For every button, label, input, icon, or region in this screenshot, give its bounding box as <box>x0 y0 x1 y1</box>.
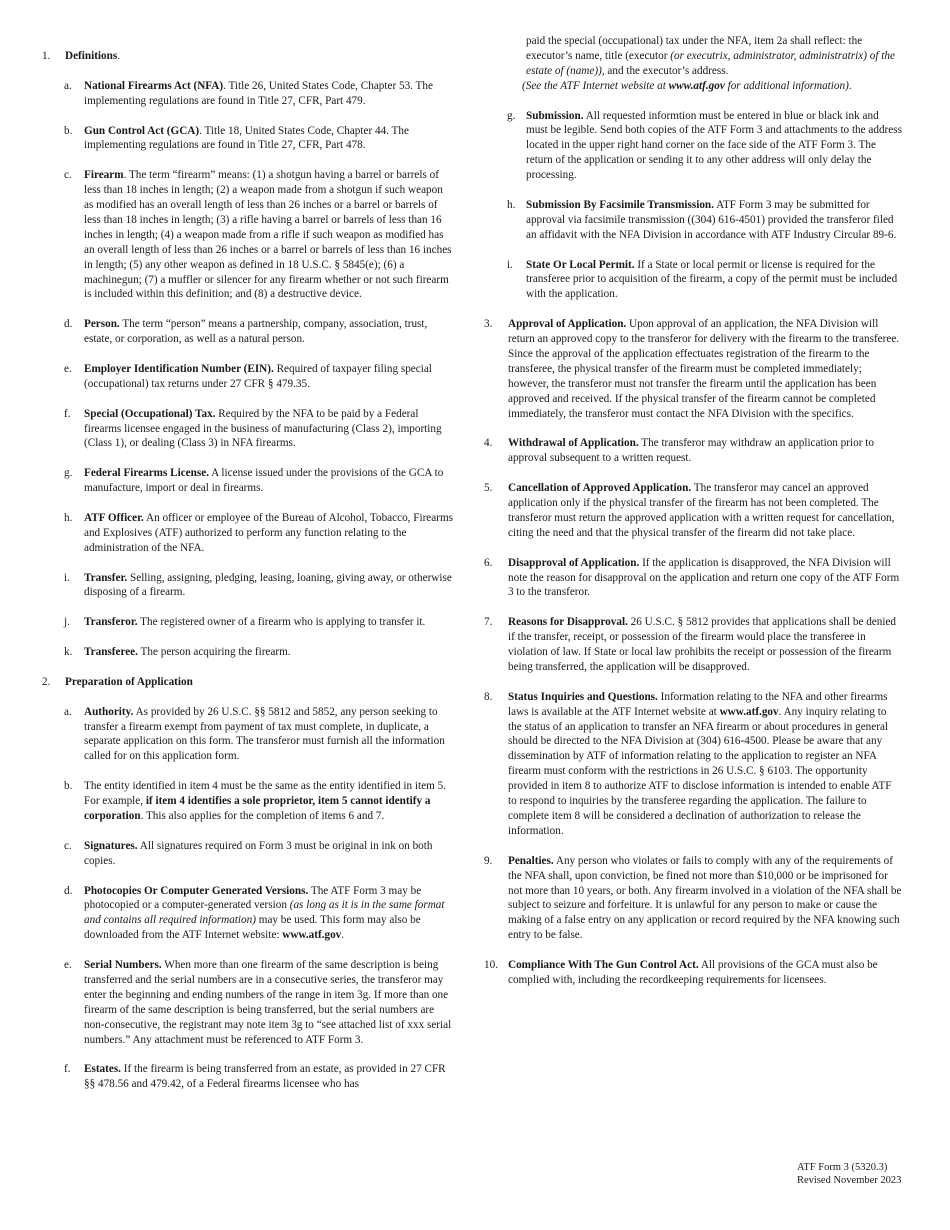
item-italic: (as long as it is in the same format and contains all required information) <box>84 899 445 927</box>
item-letter: a. <box>64 705 72 718</box>
section-title: Withdrawal of Application. <box>508 437 639 450</box>
item-letter: b. <box>64 780 73 793</box>
definition-text: The registered owner of a firearm who is applying to transfer it. <box>137 616 426 629</box>
section-number: 10. <box>484 959 498 972</box>
definition-text: . Title 26, United States Code, Chapter 53. The implementing regulations are found in Title 27, CFR, Part 479. <box>84 79 433 107</box>
section-text: Information relating to the NFA and other firearms laws is available at the ATF Internet website at <box>508 690 888 718</box>
punct: . <box>117 50 121 62</box>
term: National Firearms Act (NFA) <box>84 79 224 92</box>
section-gca-compliance <box>484 958 902 988</box>
definition-nfa <box>42 79 454 109</box>
section-approval <box>484 317 902 421</box>
term: Gun Control Act (GCA) <box>84 124 200 137</box>
definition-ffl <box>42 466 454 496</box>
prep-photocopies <box>42 884 454 944</box>
definition-text: An officer or employee of the Bureau of Alcohol, Tobacco, Firearms and Explosives (ATF) authorized to perform any function relating to the administration of the NFA. <box>84 511 454 554</box>
term: Firearm <box>84 169 124 182</box>
section-text: The transferor may cancel an approved application only if the physical transfer of the firearm has not been completed. The transferor must return the approved application with a written request for cancellation, citing the need and that the physical transfer of the firearm did not take place. <box>508 482 895 539</box>
term: Federal Firearms License. <box>84 467 209 480</box>
section-title: Status Inquiries and Questions. <box>508 690 658 703</box>
term: Transfer. <box>84 571 128 584</box>
item-text: , and the executor’s address. <box>601 64 729 77</box>
section-title: Preparation of Application <box>65 675 193 688</box>
section-number: 2. <box>42 675 51 688</box>
term: Special (Occupational) Tax. <box>84 407 216 420</box>
item-letter: f. <box>64 407 71 420</box>
term: Person. <box>84 318 120 331</box>
prep-submission <box>484 109 902 184</box>
right-column <box>484 34 902 988</box>
item-text: paid the special (occupational) tax under the NFA, item 2a shall reflect: the executor’s name, title (executor <box>526 35 863 62</box>
item-letter: g. <box>507 109 516 122</box>
item-italic: for additional information) <box>724 79 849 92</box>
item-text: When more than one firearm of the same description is being transferred and the serial numbers are in a consecutive series, the transferor may enter the beginning and ending numbers of the range in item 3g. If more than one firearm of the same description is being transferred, but the serial numbers are non-consecutive, the registrant may note item 3g to “see attached list of xxx serial numbers.” Any attachment must be referenced to ATF Form 3. <box>84 959 452 1046</box>
section-text: Any person who violates or fails to comply with any of the requirements of the NFA shall, upon conviction, be fined not more than $10,000 or be imprisoned for not more than 10 years, or both. Any firearm involved in a violation of the NFA shall be subject to seizure and forfeiture. It is unlawful for any person to make or cause the making of a false entry on any application or record required by the NFA knowing such entry to be false. <box>508 854 902 942</box>
section-text: All provisions of the GCA must also be complied with, including the recordkeeping requirements for licensees. <box>508 959 878 986</box>
prep-estates <box>42 1062 454 1092</box>
item-letter: g. <box>64 467 73 480</box>
section-number: 7. <box>484 616 493 629</box>
item-letter: c. <box>64 169 72 182</box>
prep-entity <box>42 779 454 824</box>
item-emphasis: if item 4 identifies a sole proprietor, item 5 cannot identify a corporation <box>84 795 431 822</box>
term: ATF Officer. <box>84 511 144 524</box>
section-definitions <box>42 49 454 64</box>
definition-ein <box>42 362 454 392</box>
punct: . <box>848 79 852 92</box>
definition-text: Required by the NFA to be paid by a Federal firearms licensee engaged in the business of manufacturing (Class 2), importing (Class 1), or dealing (Class 3) in NFA firearms. <box>84 407 442 450</box>
definition-transfer <box>42 571 454 601</box>
item-letter: a. <box>64 79 72 92</box>
section-withdrawal <box>484 436 902 466</box>
item-letter: e. <box>64 362 72 375</box>
item-heading: Submission By Facsimile Transmission. <box>526 198 714 211</box>
section-number: 8. <box>484 690 493 703</box>
item-letter: h. <box>64 511 73 524</box>
term: Transferor. <box>84 616 138 629</box>
section-title: Compliance With The Gun Control Act. <box>508 959 699 972</box>
definition-special-tax <box>42 407 454 452</box>
section-number: 6. <box>484 556 493 569</box>
definition-text: Selling, assigning, pledging, leasing, loaning, giving away, or otherwise disposing of a firearm. <box>84 571 452 599</box>
definition-firearm <box>42 168 454 302</box>
item-letter: d. <box>64 318 73 331</box>
definition-text: . The term “firearm” means: (1) a shotgun having a barrel or barrels of less than 18 inches in length; (2) a weapon made from a shotgun if such weapon as modified has an overall length of less than 26 inches or a barrel or barrels of less than 18 inches in length; (3) a rifle having a barrel or barrels of less than 16 inches in length; (4) a weapon made from a rifle if such weapon as modified has an overall length of less than 26 inches or a barrel or barrels of less than 16 inches in length; (5) any other weapon as defined in 18 U.S.C. § 5845(e); (6) a machinegun; (7) a muffler or silencer for any firearm whether or not such firearm is included within this definition; and (8) a destructive device. <box>84 169 452 301</box>
atf-website-link[interactable]: www.atf.gov <box>719 705 779 718</box>
section-number: 1. <box>42 50 51 62</box>
item-text: All requested informtion must be entered in blue or black ink and must be legible. Send both copies of the ATF Form 3 and attachments to the address located in the upper right hand corner on the face side of the ATF Form 3. The return of the application or sending it to any other address will only delay the processing. <box>526 109 902 182</box>
definition-text: . Title 18, United States Code, Chapter 44. The implementing regulations are found in Title 27, CFR, Part 478. <box>84 124 409 152</box>
prep-serial-numbers <box>42 958 454 1047</box>
section-text: If the application is disapproved, the NFA Division will note the reason for disapproval on the application and return one copy of the ATF Form 3 to the transferor. <box>508 556 900 599</box>
left-column <box>42 49 454 1092</box>
item-heading: Signatures. <box>84 839 138 852</box>
definition-text: The person acquiring the firearm. <box>137 646 291 659</box>
atf-website-link[interactable]: www.atf.gov <box>282 929 342 942</box>
item-text: may be used. This form may also be downloaded from the ATF Internet website: <box>84 914 421 942</box>
item-text: The ATF Form 3 may be photocopied or a computer-generated version <box>84 884 422 912</box>
definition-text: Required of taxpayer filing special (occupational) tax returns under 27 CFR § 479.35. <box>84 362 432 390</box>
definition-person <box>42 317 454 347</box>
prep-authority <box>42 705 454 765</box>
item-letter: k. <box>64 646 73 659</box>
definition-gca <box>42 124 454 154</box>
prep-fax-submission <box>484 198 902 243</box>
item-heading: Photocopies Or Computer Generated Versions. <box>84 884 309 897</box>
section-status-inquiries <box>484 690 902 839</box>
item-letter: c. <box>64 839 72 852</box>
item-heading: Estates. <box>84 1063 121 1076</box>
item-letter: i. <box>64 571 70 584</box>
item-text: . This also applies for the completion of items 6 and 7. <box>140 810 385 822</box>
section-number: 9. <box>484 854 493 867</box>
term: Employer Identification Number (EIN). <box>84 362 274 375</box>
item-italic: (or executrix, administrator, administratrix) of the estate of (name)) <box>526 49 895 77</box>
form-number: ATF Form 3 (5320.3) <box>797 1162 888 1173</box>
section-text: The transferor may withdraw an application prior to approval subsequent to a written request. <box>508 437 874 465</box>
item-letter: j. <box>64 616 70 629</box>
item-heading: Submission. <box>526 109 584 122</box>
item-letter: d. <box>64 884 73 897</box>
section-title: Penalties. <box>508 854 554 867</box>
definition-text: A license issued under the provisions of the GCA to manufacture, import or deal in firearms. <box>84 467 444 495</box>
section-disapproval <box>484 556 902 601</box>
definition-transferee <box>42 645 454 660</box>
section-text: . Any inquiry relating to the status of an application to transfer an NFA firearm or about procedures in general should be directed to the NFA Division at (304) 616-4500. Please be aware that any dissemination by ATF of information relating to the application to register an NFA firearm must conform with the restrictions in 26 U.S.C. § 6103. The opportunity provided in item 8 to authorize ATF to disclose information is intended to enable ATF to respond to inquiries by the transferee regarding the application. The failure to complete item 8 will be considered a declination of authorization to release the information. <box>508 705 892 837</box>
section-title: Approval of Application. <box>508 318 627 331</box>
form-footer <box>797 1162 901 1187</box>
section-number: 4. <box>484 437 493 450</box>
revision-date: Revised November 2023 <box>797 1174 902 1186</box>
section-cancellation <box>484 481 902 541</box>
item-letter: f. <box>64 1063 71 1076</box>
item-heading: Authority. <box>84 705 134 718</box>
prep-signatures <box>42 839 454 869</box>
item-letter: b. <box>64 124 73 137</box>
section-title: Reasons for Disapproval. <box>508 616 628 629</box>
definition-atf-officer <box>42 511 454 556</box>
prep-state-local-permit <box>484 258 902 303</box>
definition-transferor <box>42 615 454 630</box>
definition-text: The term “person” means a partnership, company, association, trust, estate, or corporation, as well as a natural person. <box>84 318 428 346</box>
prep-estates-continued <box>484 34 902 94</box>
item-text: ATF Form 3 may be submitted for approval via facsimile transmission ((304) 616-4501) provided the transferor filed an affidavit with the NFA Division in accordance with ATF Industry Circular 89-6. <box>526 198 897 241</box>
item-letter: i. <box>507 258 513 271</box>
item-italic: (See the ATF Internet website at <box>522 79 669 92</box>
section-number: 3. <box>484 318 493 331</box>
item-text: If a State or local permit or license is required for the transferee prior to acquisition of the firearm, a copy of the permit must be included with the application. <box>526 258 898 301</box>
section-penalties <box>484 854 902 943</box>
section-title: Disapproval of Application. <box>508 556 640 569</box>
section-text: 26 U.S.C. § 5812 provides that applications shall be denied if the transfer, receipt, or possession of the firearm would place the transferee in violation of law. If State or local law prohibits the receipt or possession of the firearm being transferred, the application will be disapproved. <box>508 616 897 673</box>
item-letter: e. <box>64 959 72 972</box>
section-text: Upon approval of an application, the NFA Division will return an approved copy to the transferor for delivery with the firearm to the transferee. Since the approval of the application effectuates registration of the firearm to the transferee, the physical transfer of the firearm must be completed immediately; however, the transferor must not transfer the firearm until the application has been approved and received. If the physical transfer of the firearm cannot be completed immediately, the transferor must contact the NFA Division with the specifics. <box>508 318 900 420</box>
item-text: The entity identified in item 4 must be the same as the entity identified in item 5. For example, <box>84 780 446 808</box>
section-preparation <box>42 675 454 690</box>
section-title: Definitions <box>65 50 118 62</box>
punct: . <box>341 929 345 942</box>
item-text: All signatures required on Form 3 must be original in ink on both copies. <box>84 839 433 867</box>
atf-website-link[interactable]: www.atf.gov <box>668 79 725 92</box>
section-reasons-disapproval <box>484 615 902 675</box>
item-text: If the firearm is being transferred from an estate, as provided in 27 CFR §§ 478.56 and 479.42, of a Federal firearms licensee who has <box>84 1063 446 1091</box>
item-letter: h. <box>507 198 516 211</box>
term: Transferee. <box>84 646 138 659</box>
item-text: As provided by 26 U.S.C. §§ 5812 and 5852, any person seeking to transfer a firearm exempt from payment of tax must complete, in duplicate, a separate application on this form. The transferor must furnish all the information called for on this application form. <box>84 705 445 763</box>
section-title: Cancellation of Approved Application. <box>508 482 692 495</box>
section-number: 5. <box>484 482 493 495</box>
item-heading: State Or Local Permit. <box>526 258 635 271</box>
item-heading: Serial Numbers. <box>84 959 162 972</box>
